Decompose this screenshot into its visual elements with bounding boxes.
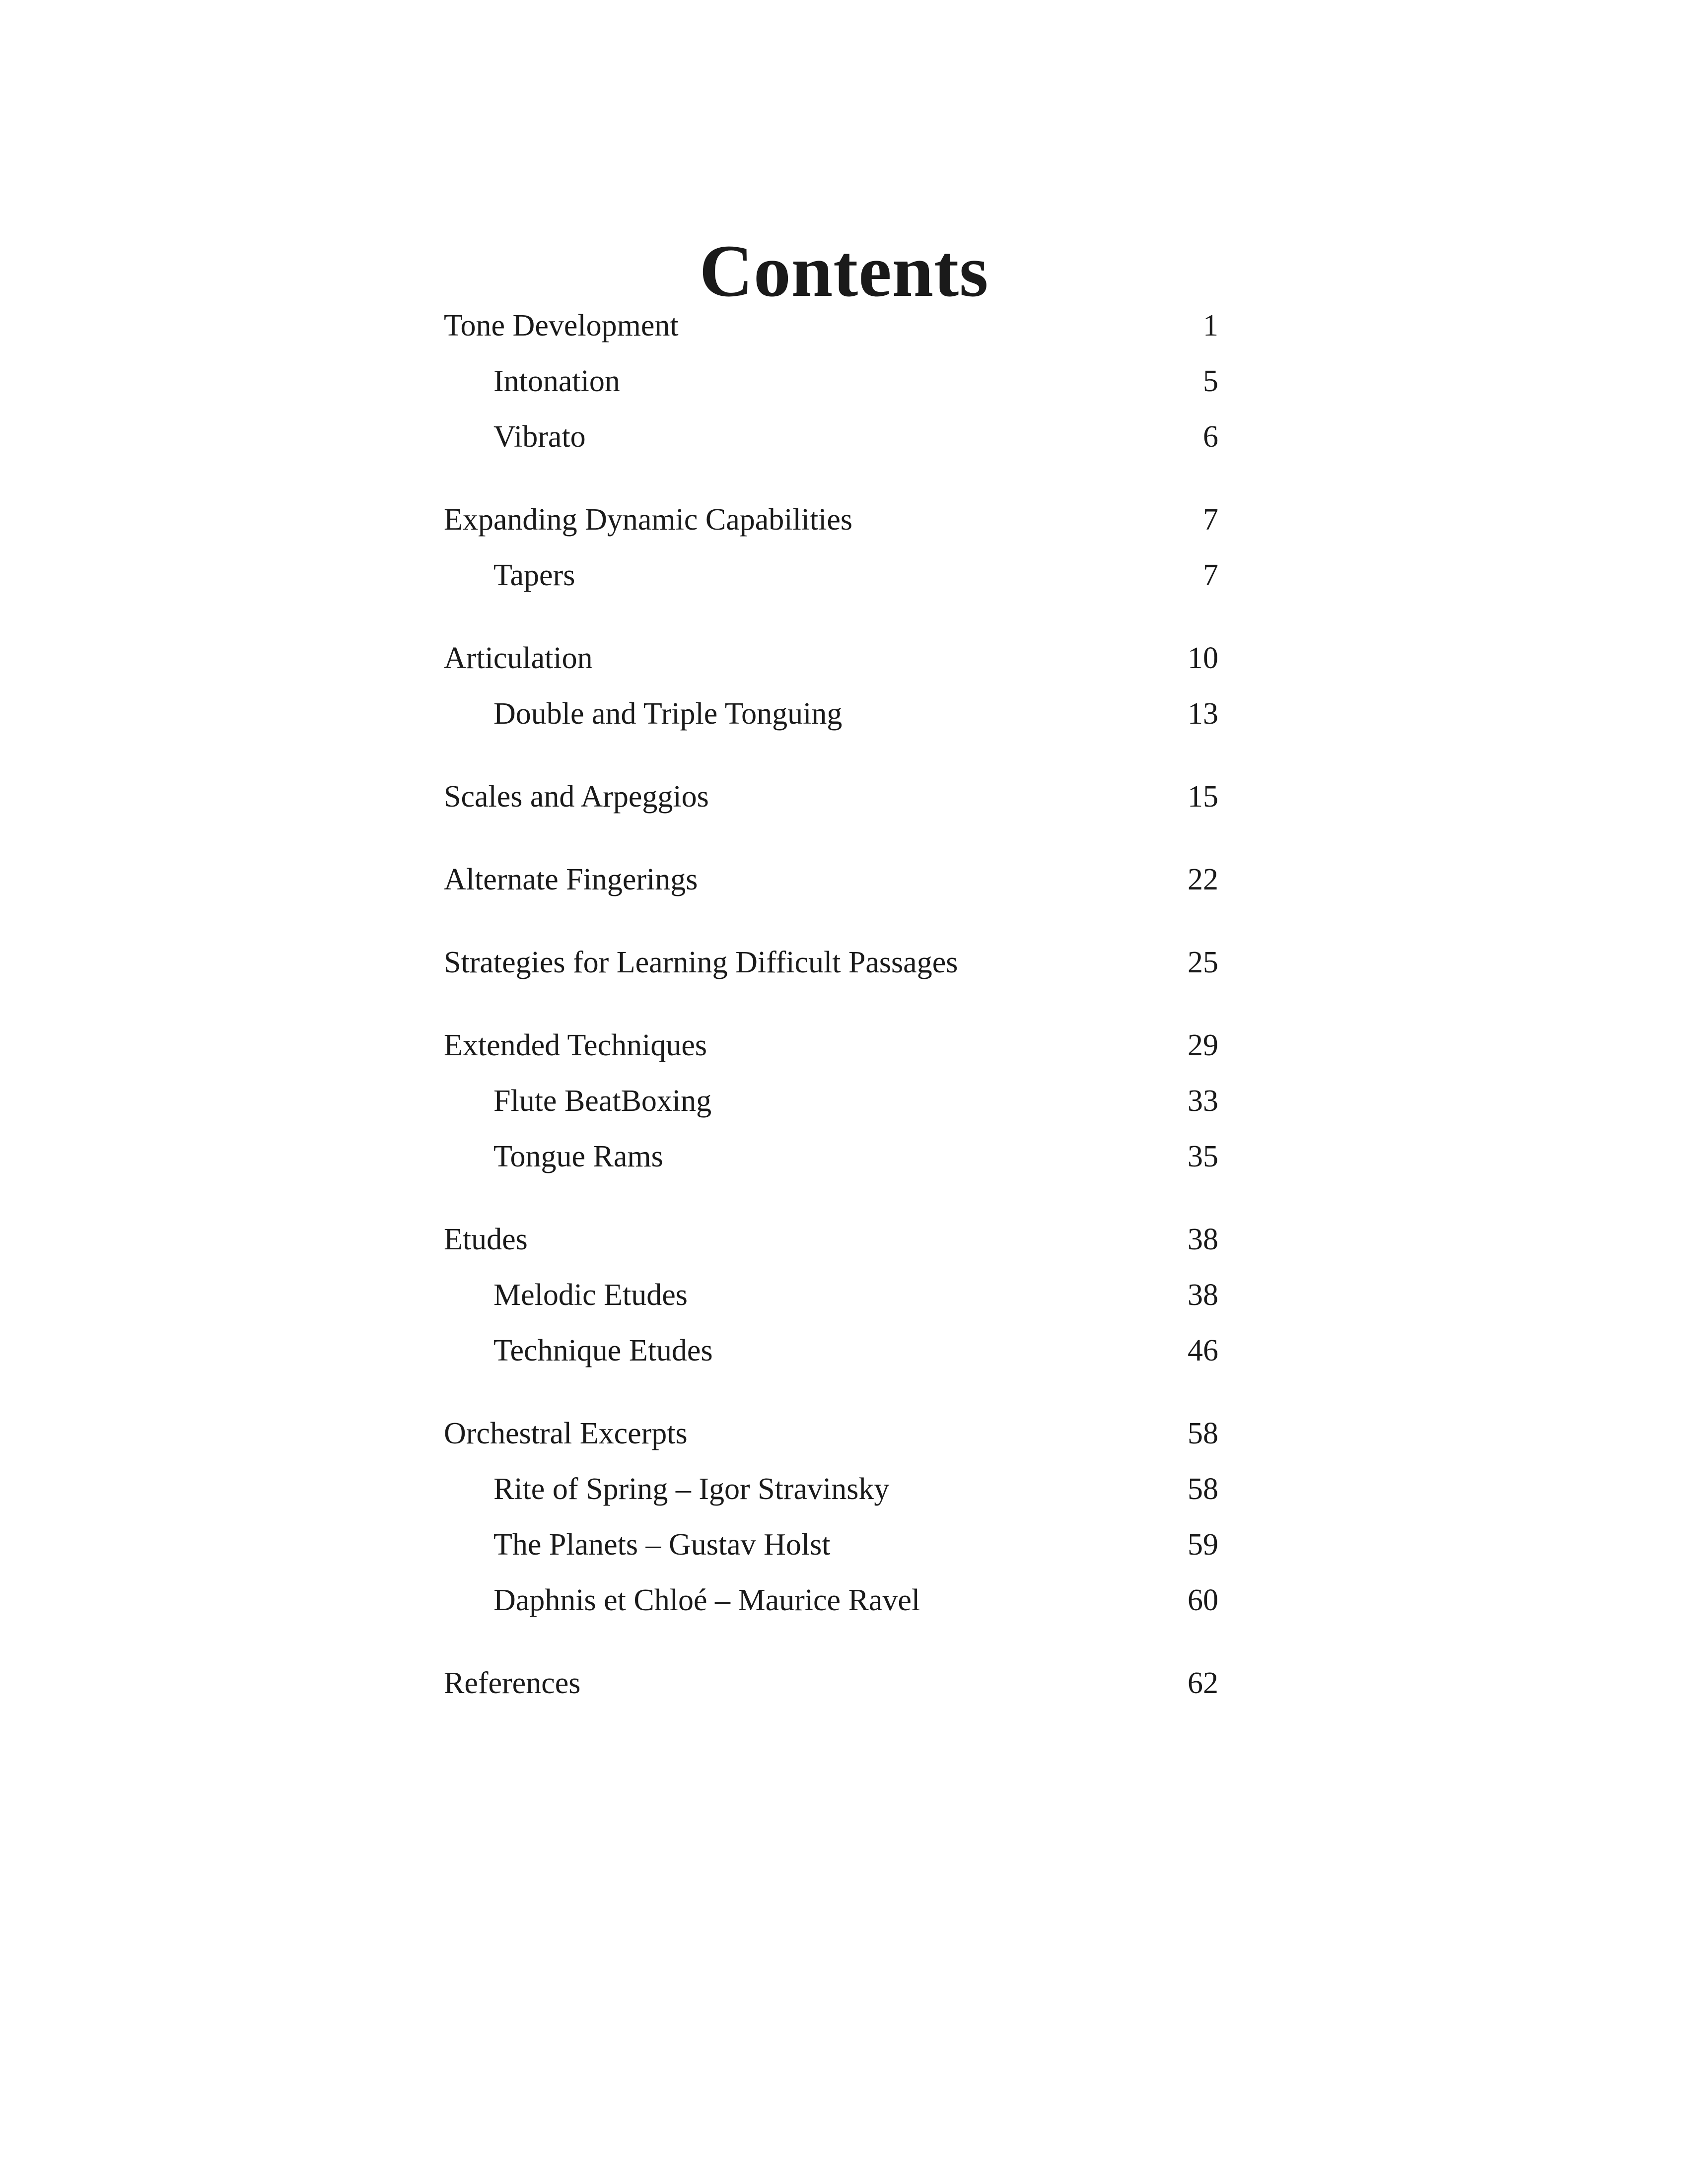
toc-page-number: 5	[1203, 364, 1218, 398]
toc-entry[interactable]	[444, 1406, 1218, 1461]
toc-entry[interactable]	[444, 1655, 1218, 1711]
toc-entry-title: Expanding Dynamic Capabilities	[444, 503, 853, 537]
toc-subentry[interactable]	[444, 353, 1218, 409]
toc-entry-title: Etudes	[444, 1223, 528, 1256]
toc-page-number: 29	[1188, 1028, 1218, 1062]
toc-page-number: 58	[1188, 1472, 1218, 1506]
toc-page-number: 38	[1188, 1223, 1218, 1256]
toc-entry[interactable]	[444, 1018, 1218, 1073]
toc-subentry[interactable]	[444, 1323, 1218, 1378]
toc-entry[interactable]	[444, 852, 1218, 907]
toc-page-number: 6	[1203, 420, 1218, 454]
page-title: Contents	[699, 229, 989, 312]
toc-subentry-title: The Planets – Gustav Holst	[493, 1528, 831, 1562]
toc-entry[interactable]	[444, 630, 1218, 686]
toc-section	[444, 1655, 1218, 1711]
toc-entry-title: Articulation	[444, 641, 593, 675]
toc-subentry-title: Intonation	[493, 364, 620, 398]
toc-page-number: 59	[1188, 1528, 1218, 1562]
toc-section	[444, 935, 1218, 990]
toc-subentry-title: Melodic Etudes	[493, 1278, 688, 1312]
toc-subentry[interactable]	[444, 547, 1218, 603]
toc-subentry-title: Rite of Spring – Igor Stravinsky	[493, 1472, 890, 1506]
toc-entry-title: Orchestral Excerpts	[444, 1417, 688, 1450]
toc-section	[444, 769, 1218, 824]
toc-page-number: 35	[1188, 1140, 1218, 1173]
toc-page-number: 62	[1188, 1666, 1218, 1700]
toc-page-number: 10	[1188, 641, 1218, 675]
toc-entry-title: References	[444, 1666, 581, 1700]
toc-page-number: 25	[1188, 946, 1218, 979]
toc-subentry-title: Tapers	[493, 558, 575, 592]
toc-subentry[interactable]	[444, 1572, 1218, 1628]
toc-page-number: 58	[1188, 1417, 1218, 1450]
toc-entry[interactable]	[444, 935, 1218, 990]
table-of-contents	[444, 298, 1218, 1738]
toc-entry-title: Strategies for Learning Difficult Passages	[444, 946, 958, 979]
toc-subentry-title: Vibrato	[493, 420, 586, 454]
toc-section	[444, 1018, 1218, 1184]
toc-page-number: 38	[1188, 1278, 1218, 1312]
toc-entry-title: Scales and Arpeggios	[444, 780, 709, 814]
toc-entry[interactable]	[444, 769, 1218, 824]
toc-subentry-title: Technique Etudes	[493, 1334, 713, 1367]
toc-section	[444, 630, 1218, 742]
toc-subentry[interactable]	[444, 1461, 1218, 1517]
toc-page-number: 22	[1188, 863, 1218, 896]
toc-subentry-title: Double and Triple Tonguing	[493, 697, 843, 731]
toc-subentry-title: Flute BeatBoxing	[493, 1084, 712, 1118]
toc-subentry[interactable]	[444, 1267, 1218, 1323]
toc-entry[interactable]	[444, 492, 1218, 547]
toc-subentry[interactable]	[444, 1129, 1218, 1184]
toc-entry[interactable]	[444, 1212, 1218, 1267]
toc-page-number: 7	[1203, 558, 1218, 592]
toc-subentry-title: Tongue Rams	[493, 1140, 663, 1173]
toc-section	[444, 1212, 1218, 1378]
toc-entry-title: Tone Development	[444, 309, 679, 342]
toc-subentry-title: Daphnis et Chloé – Maurice Ravel	[493, 1583, 920, 1617]
toc-entry-title: Alternate Fingerings	[444, 863, 698, 896]
toc-section	[444, 492, 1218, 603]
toc-page-number: 33	[1188, 1084, 1218, 1118]
toc-page-number: 13	[1188, 697, 1218, 731]
toc-entry-title: Extended Techniques	[444, 1028, 707, 1062]
toc-page-number: 60	[1188, 1583, 1218, 1617]
toc-subentry[interactable]	[444, 409, 1218, 465]
toc-section	[444, 1406, 1218, 1628]
toc-subentry[interactable]	[444, 1517, 1218, 1572]
toc-page-number: 46	[1188, 1334, 1218, 1367]
toc-entry[interactable]	[444, 298, 1218, 353]
toc-section	[444, 852, 1218, 907]
toc-page-number: 1	[1203, 309, 1218, 342]
toc-page-number: 7	[1203, 503, 1218, 537]
toc-section	[444, 298, 1218, 465]
toc-subentry[interactable]	[444, 686, 1218, 742]
toc-page-number: 15	[1188, 780, 1218, 814]
toc-subentry[interactable]	[444, 1073, 1218, 1129]
